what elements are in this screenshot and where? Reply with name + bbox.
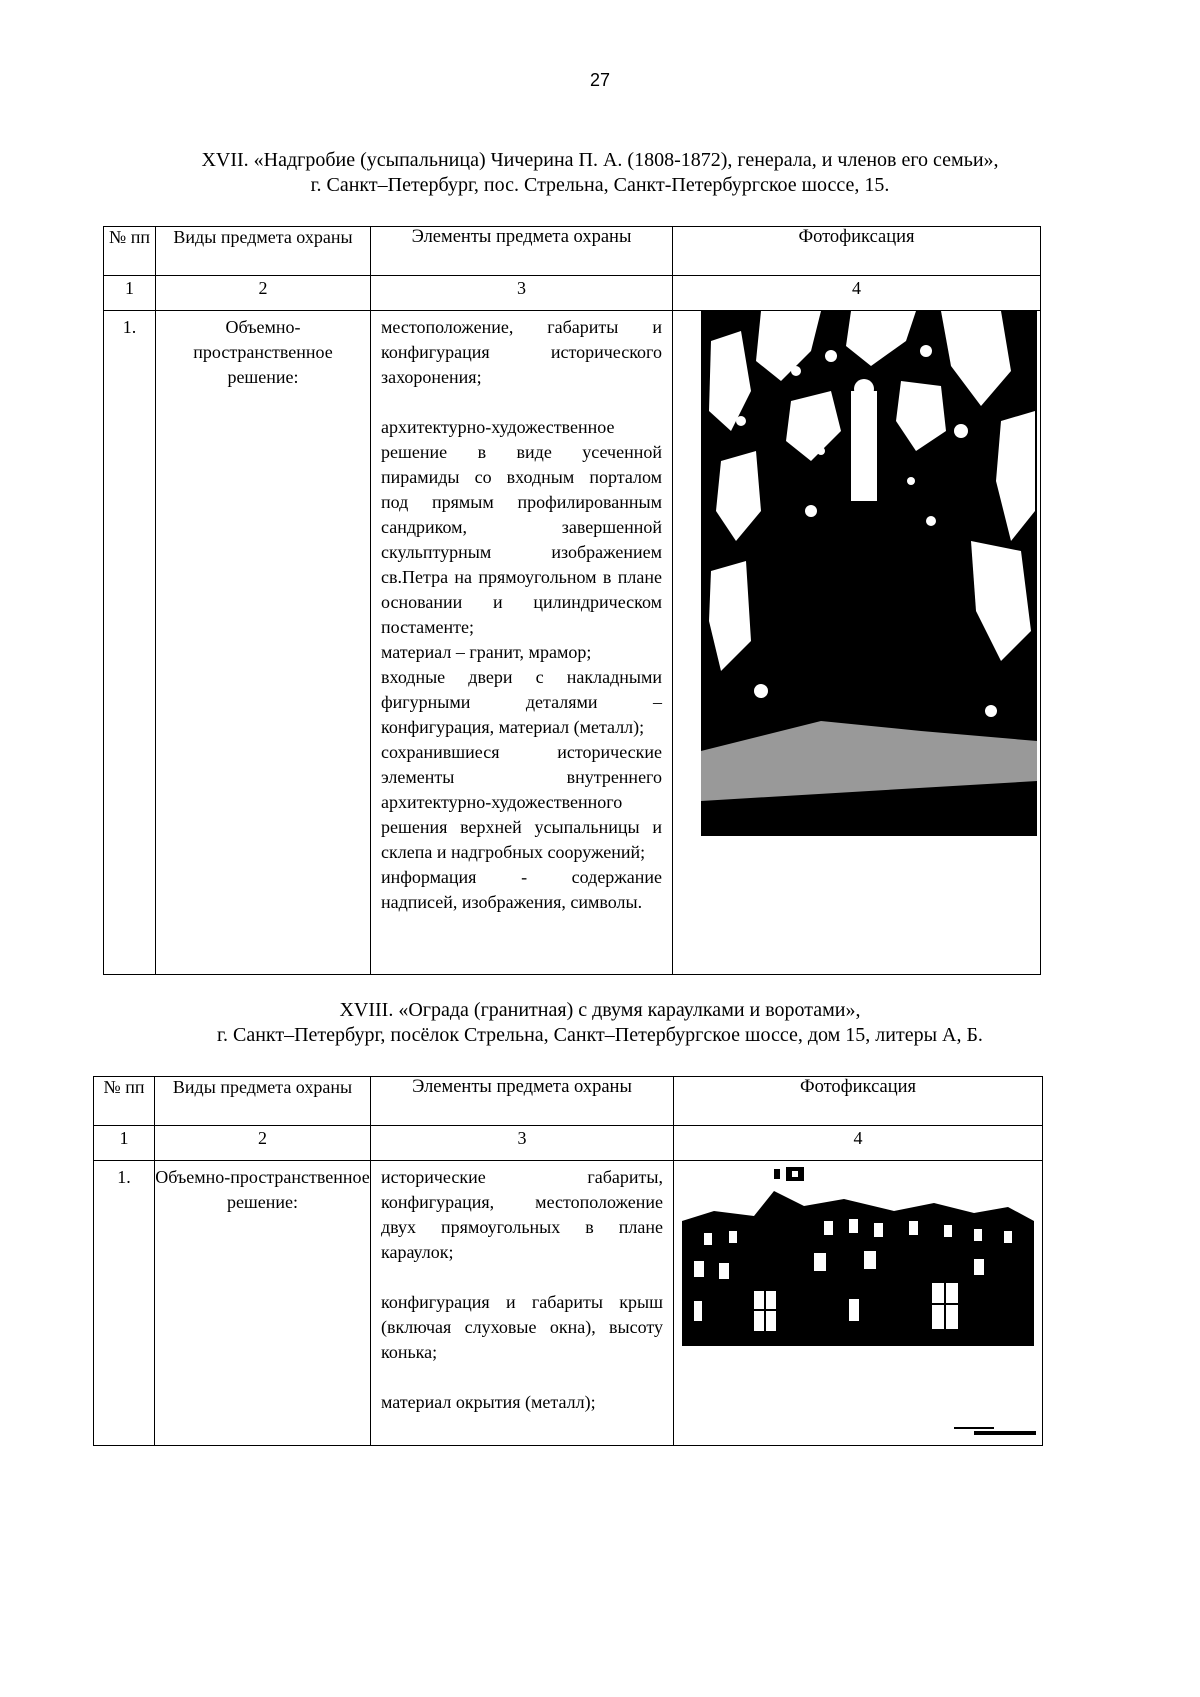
heading-line: XVIII. «Ограда (гранитная) с двумя караулками и воротами», [339,999,861,1021]
col-header-elements: Элементы предмета охраны [371,227,673,276]
table-header-row [104,227,1041,276]
col-number: 4 [673,276,1041,311]
column-number-row [104,276,1041,311]
protection-table [103,226,1041,975]
element-item: материал окрытия (металл); [381,1392,596,1412]
photo-cell [673,311,1041,975]
col-number: 2 [156,276,371,311]
element-item: исторические габариты, конфигурация, местоположение двух прямоугольных в плане караулок; [381,1167,663,1262]
protection-kind: Объемно-пространственное решение: [156,311,371,975]
protection-table [93,1076,1043,1446]
protection-kind: Объемно-пространственное решение: [155,1161,371,1446]
col-number: 3 [371,276,673,311]
protection-elements [371,311,673,975]
element-item: сохранившиеся исторические элементы внутреннего архитектурно-художественного решения верхней усыпальницы и склепа и надгробных сооружений; [381,742,662,862]
col-header-number: № пп [94,1077,155,1126]
photo-fence-image [674,1161,1043,1445]
table-row [104,311,1041,975]
photo-tomb-image [685,311,1053,836]
col-header-kind: Виды предмета охраны [155,1077,371,1126]
photo-cell [674,1161,1043,1446]
row-number: 1. [94,1161,155,1446]
element-item: конфигурация и габариты крыш (включая слуховые окна), высоту конька; [381,1292,663,1362]
table-row [94,1161,1043,1446]
element-item: входные двери с накладными фигурными деталями – конфигурация, материал (металл); [381,667,662,737]
heading-line: г. Санкт–Петербург, пос. Стрельна, Санкт-Петербургское шоссе, 15. [310,174,890,196]
heading-line: XVII. «Надгробие (усыпальница) Чичерина П. А. (1808-1872), генерала, и членов его семьи», [201,149,999,171]
page-number: 27 [589,70,611,90]
col-number: 3 [371,1126,674,1161]
col-header-elements: Элементы предмета охраны [371,1077,674,1126]
element-item: информация - содержание надписей, изображения, символы. [381,867,662,912]
col-header-photo: Фотофиксация [674,1077,1043,1126]
element-item: архитектурно-художественное решение в виде усеченной пирамиды со входным порталом под прямым профилированным сандриком, завершенной скульптурным изображением св.Петра на прямоугольном в плане основании и цилиндрическом постаменте; [381,417,662,637]
col-number: 1 [104,276,156,311]
heading-line: г. Санкт–Петербург, посёлок Стрельна, Санкт–Петербургское шоссе, дом 15, литеры А, Б. [217,1024,983,1046]
section-heading [0,998,1200,1048]
protection-elements [371,1161,674,1446]
col-number: 4 [674,1126,1043,1161]
section-heading [0,148,1200,198]
col-header-number: № пп [104,227,156,276]
element-item: материал – гранит, мрамор; [381,642,592,662]
col-header-photo: Фотофиксация [673,227,1041,276]
col-number: 1 [94,1126,155,1161]
table-header-row [94,1077,1043,1126]
col-header-kind: Виды предмета охраны [156,227,371,276]
column-number-row [94,1126,1043,1161]
element-item: местоположение, габариты и конфигурация исторического захоронения; [381,317,662,387]
col-number: 2 [155,1126,371,1161]
row-number: 1. [104,311,156,975]
